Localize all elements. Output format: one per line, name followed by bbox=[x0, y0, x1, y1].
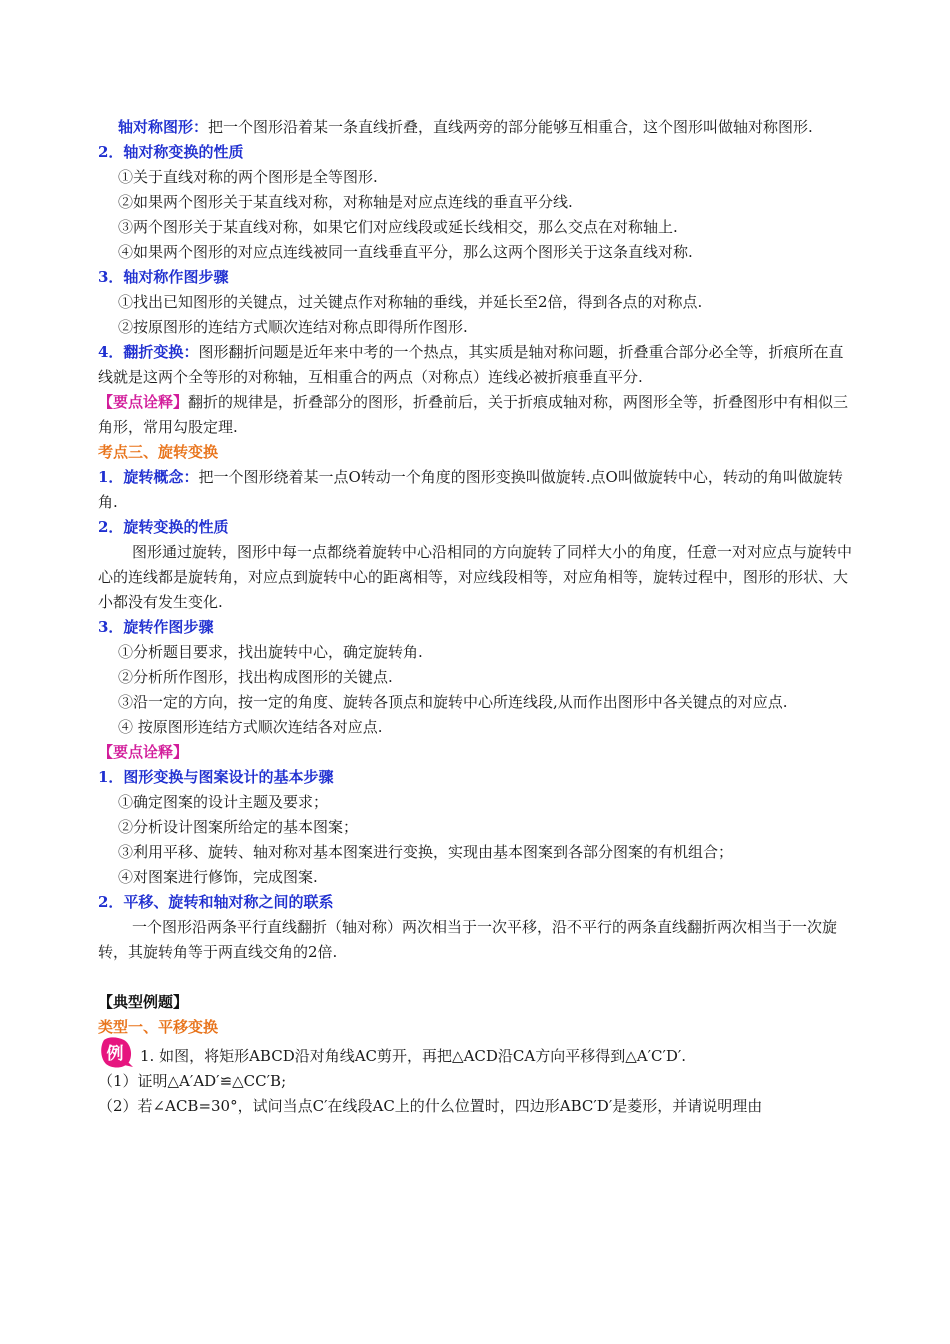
paragraph-text: 图形翻折问题是近年来中考的一个热点，其实质是轴对称问题，折叠重合部分必全等，折痕所在直线就是这两个全等形的对称轴，互相重合的两点（对称点）连线必被折痕垂直平分. bbox=[98, 343, 844, 386]
section-heading: 1．图形变换与图案设计的基本步骤 bbox=[98, 768, 334, 786]
list-item: ①确定图案的设计主题及要求； bbox=[118, 793, 329, 811]
topic-heading: 考点三、旋转变换 bbox=[98, 443, 219, 461]
section-heading: 2．平移、旋转和轴对称之间的联系 bbox=[98, 893, 334, 911]
section-heading: 2．轴对称变换的性质 bbox=[98, 143, 244, 161]
term-label: 轴对称图形： bbox=[118, 118, 209, 136]
type-heading: 类型一、平移变换 bbox=[98, 1018, 219, 1036]
list-item: ②分析设计图案所给定的基本图案； bbox=[118, 818, 359, 836]
examples-heading: 【典型例题】 bbox=[98, 993, 189, 1011]
paragraph-text: 一个图形沿两条平行直线翻折（轴对称）两次相当于一次平移，沿不平行的两条直线翻折两次相当于一次旋转，其旋转角等于两直线交角的2倍. bbox=[98, 918, 838, 961]
key-point-note bbox=[98, 390, 853, 440]
spacer bbox=[98, 965, 853, 990]
axis-symmetry-definition bbox=[98, 115, 853, 140]
definition-text: 把一个图形绕着某一点O转动一个角度的图形变换叫做旋转.点O叫做旋转中心，转动的角叫做旋转角. bbox=[98, 468, 843, 511]
list-item: ①找出已知图形的关键点，过关键点作对称轴的垂线，并延长至2倍，得到各点的对称点. bbox=[118, 293, 703, 311]
section-heading: 3．轴对称作图步骤 bbox=[98, 268, 229, 286]
list-item: ④ 按原图形连结方式顺次连结各对应点. bbox=[118, 718, 383, 736]
section-heading: 2．旋转变换的性质 bbox=[98, 518, 229, 536]
list-item: ④如果两个图形的对应点连线被同一直线垂直平分，那么这两个图形关于这条直线对称. bbox=[118, 243, 693, 261]
section-heading: 3．旋转作图步骤 bbox=[98, 618, 214, 636]
note-label: 【要点诠释】 bbox=[98, 743, 189, 761]
term-label: 4．翻折变换： bbox=[98, 343, 199, 361]
document-page bbox=[98, 115, 853, 1119]
list-item: ④对图案进行修饰，完成图案. bbox=[118, 868, 318, 886]
fold-transform-paragraph bbox=[98, 340, 853, 390]
question-1: （1）证明△A′AD′≌△CC′B; bbox=[98, 1072, 287, 1090]
example-badge-icon bbox=[98, 1036, 134, 1070]
question-2: （2）若∠ACB=30°，试问当点C′在线段AC上的什么位置时，四边形ABC′D′是菱形，并请说明理由 bbox=[98, 1097, 763, 1115]
example-stem: 1. 如图，将矩形ABCD沿对角线AC剪开，再把△ACD沿CA方向平移得到△A′C′D′. bbox=[140, 1047, 687, 1065]
list-item: ②分析所作图形，找出构成图形的关键点. bbox=[118, 668, 393, 686]
example-1 bbox=[98, 1044, 853, 1069]
list-item: ②按原图形的连结方式顺次连结对称点即得所作图形. bbox=[118, 318, 468, 336]
list-item: ③利用平移、旋转、轴对称对基本图案进行变换，实现由基本图案到各部分图案的有机组合； bbox=[118, 843, 734, 861]
note-text: 翻折的规律是，折叠部分的图形，折叠前后，关于折痕成轴对称，两图形全等，折叠图形中有相似三角形，常用勾股定理. bbox=[98, 393, 849, 436]
note-label: 【要点诠释】 bbox=[98, 393, 189, 411]
list-item: ①分析题目要求，找出旋转中心，确定旋转角. bbox=[118, 643, 423, 661]
list-item: ②如果两个图形关于某直线对称，对称轴是对应点连线的垂直平分线. bbox=[118, 193, 573, 211]
paragraph-text: 图形通过旋转，图形中每一点都绕着旋转中心沿相同的方向旋转了同样大小的角度，任意一对对应点与旋转中心的连线都是旋转角，对应点到旋转中心的距离相等，对应线段相等，对应角相等，旋转过程中，图形的形状、大小都没有发生变化. bbox=[98, 543, 853, 611]
rotation-definition bbox=[98, 465, 853, 515]
term-label: 1．旋转概念： bbox=[98, 468, 199, 486]
list-item: ③沿一定的方向，按一定的角度、旋转各顶点和旋转中心所连线段,从而作出图形中各关键点的对应点. bbox=[118, 693, 788, 711]
list-item: ①关于直线对称的两个图形是全等图形. bbox=[118, 168, 378, 186]
list-item: ③两个图形关于某直线对称，如果它们对应线段或延长线相交，那么交点在对称轴上. bbox=[118, 218, 678, 236]
badge-text: 例 bbox=[106, 1044, 124, 1064]
definition-text: 把一个图形沿着某一条直线折叠，直线两旁的部分能够互相重合，这个图形叫做轴对称图形. bbox=[208, 118, 813, 136]
